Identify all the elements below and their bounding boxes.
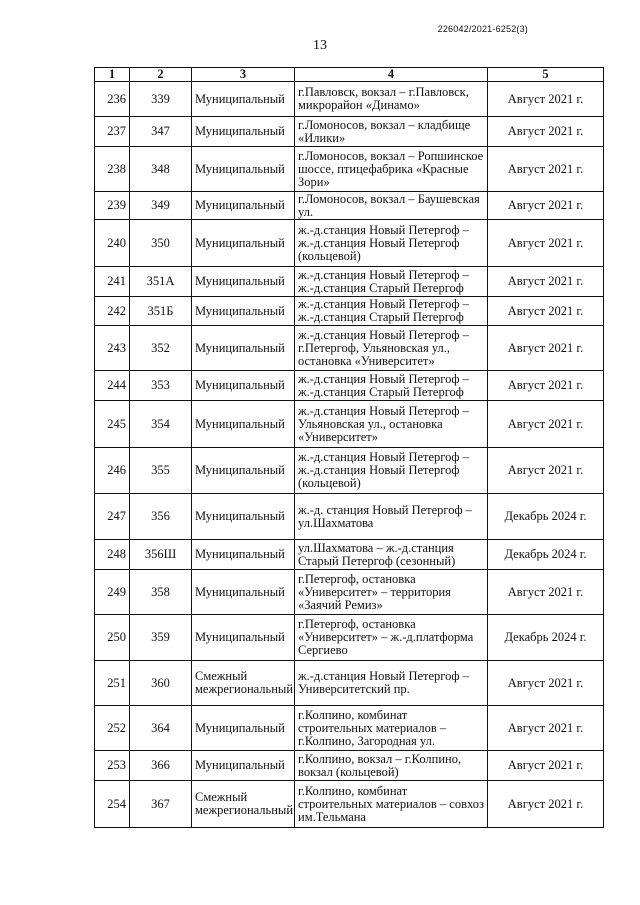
table-row [95, 615, 604, 661]
table-row [95, 570, 604, 615]
page-number: 13 [313, 38, 327, 53]
row-number-cell: 242 [95, 297, 130, 326]
table-row [95, 220, 604, 267]
row-number-cell: 239 [95, 192, 130, 220]
route-path-cell: ж.-д.станция Новый Петергоф – ж.-д.станция Старый Петергоф [295, 297, 488, 326]
route-type-cell: Муниципальный [192, 192, 295, 220]
route-number-cell: 356 [130, 494, 192, 540]
table-row [95, 326, 604, 371]
route-number-cell: 352 [130, 326, 192, 371]
column-header-3: 3 [192, 68, 295, 82]
table-row [95, 540, 604, 570]
route-type-cell: Муниципальный [192, 267, 295, 297]
route-type-cell: Муниципальный [192, 297, 295, 326]
table-row [95, 297, 604, 326]
row-number-cell: 237 [95, 117, 130, 147]
start-date-cell: Август 2021 г. [488, 297, 604, 326]
column-header-1: 1 [95, 68, 130, 82]
route-path-cell: г.Ломоносов, вокзал – Баушевская ул. [295, 192, 488, 220]
table-row [95, 117, 604, 147]
row-number-cell: 238 [95, 147, 130, 192]
route-path-cell: г.Петергоф, остановка «Университет» – ж.-д.платформа Сергиево [295, 615, 488, 661]
route-path-cell: г.Колпино, комбинат строительных материалов – г.Колпино, Загородная ул. [295, 706, 488, 751]
route-type-cell: Муниципальный [192, 751, 295, 781]
row-number-cell: 236 [95, 82, 130, 117]
start-date-cell: Август 2021 г. [488, 147, 604, 192]
route-type-cell: Муниципальный [192, 117, 295, 147]
start-date-cell: Август 2021 г. [488, 751, 604, 781]
route-number-cell: 349 [130, 192, 192, 220]
route-number-cell: 347 [130, 117, 192, 147]
route-type-cell: Муниципальный [192, 494, 295, 540]
start-date-cell: Август 2021 г. [488, 401, 604, 448]
table-row [95, 751, 604, 781]
route-type-cell: Муниципальный [192, 326, 295, 371]
row-number-cell: 249 [95, 570, 130, 615]
start-date-cell: Август 2021 г. [488, 82, 604, 117]
route-type-cell: Муниципальный [192, 371, 295, 401]
table-row [95, 448, 604, 494]
table-row [95, 267, 604, 297]
start-date-cell: Август 2021 г. [488, 117, 604, 147]
route-number-cell: 358 [130, 570, 192, 615]
start-date-cell: Август 2021 г. [488, 570, 604, 615]
table-row [95, 661, 604, 706]
route-number-cell: 355 [130, 448, 192, 494]
row-number-cell: 250 [95, 615, 130, 661]
row-number-cell: 252 [95, 706, 130, 751]
start-date-cell: Август 2021 г. [488, 448, 604, 494]
start-date-cell: Декабрь 2024 г. [488, 494, 604, 540]
row-number-cell: 244 [95, 371, 130, 401]
route-number-cell: 351А [130, 267, 192, 297]
route-type-cell: Муниципальный [192, 540, 295, 570]
route-type-cell: Муниципальный [192, 220, 295, 267]
start-date-cell: Август 2021 г. [488, 706, 604, 751]
route-type-cell: Муниципальный [192, 82, 295, 117]
route-type-cell: Смежный межрегиональный [192, 781, 295, 828]
table-row [95, 706, 604, 751]
column-header-2: 2 [130, 68, 192, 82]
row-number-cell: 245 [95, 401, 130, 448]
table-row [95, 371, 604, 401]
route-path-cell: ж.-д.станция Новый Петергоф – Университетский пр. [295, 661, 488, 706]
table-row [95, 401, 604, 448]
route-path-cell: ж.-д. станция Новый Петергоф – ул.Шахматова [295, 494, 488, 540]
route-number-cell: 356Ш [130, 540, 192, 570]
table-body [95, 82, 604, 828]
row-number-cell: 254 [95, 781, 130, 828]
table-header-row [95, 68, 604, 82]
route-path-cell: г.Петергоф, остановка «Университет» – территория «Заячий Ремиз» [295, 570, 488, 615]
table-row [95, 192, 604, 220]
row-number-cell: 253 [95, 751, 130, 781]
start-date-cell: Август 2021 г. [488, 192, 604, 220]
route-number-cell: 360 [130, 661, 192, 706]
route-number-cell: 364 [130, 706, 192, 751]
start-date-cell: Август 2021 г. [488, 371, 604, 401]
route-path-cell: г.Колпино, комбинат строительных материалов – совхоз им.Тельмана [295, 781, 488, 828]
route-number-cell: 366 [130, 751, 192, 781]
start-date-cell: Август 2021 г. [488, 781, 604, 828]
route-number-cell: 367 [130, 781, 192, 828]
row-number-cell: 240 [95, 220, 130, 267]
route-type-cell: Муниципальный [192, 147, 295, 192]
row-number-cell: 243 [95, 326, 130, 371]
route-path-cell: г.Ломоносов, вокзал – кладбище «Илики» [295, 117, 488, 147]
start-date-cell: Август 2021 г. [488, 220, 604, 267]
route-path-cell: г.Ломоносов, вокзал – Ропшинское шоссе, птицефабрика «Красные Зори» [295, 147, 488, 192]
route-type-cell: Муниципальный [192, 706, 295, 751]
row-number-cell: 246 [95, 448, 130, 494]
document-id: 226042/2021-6252(3) [437, 24, 528, 34]
row-number-cell: 247 [95, 494, 130, 540]
route-number-cell: 351Б [130, 297, 192, 326]
route-path-cell: ул.Шахматова – ж.-д.станция Старый Петергоф (сезонный) [295, 540, 488, 570]
row-number-cell: 248 [95, 540, 130, 570]
route-number-cell: 359 [130, 615, 192, 661]
column-header-5: 5 [488, 68, 604, 82]
route-path-cell: ж.-д.станция Новый Петергоф – Ульяновская ул., остановка «Университет» [295, 401, 488, 448]
route-type-cell: Муниципальный [192, 570, 295, 615]
route-path-cell: ж.-д.станция Новый Петергоф – ж.-д.станция Новый Петергоф (кольцевой) [295, 448, 488, 494]
route-type-cell: Смежный межрегиональный [192, 661, 295, 706]
route-path-cell: ж.-д.станция Новый Петергоф – ж.-д.станция Старый Петергоф [295, 371, 488, 401]
route-type-cell: Муниципальный [192, 448, 295, 494]
table-row [95, 781, 604, 828]
route-number-cell: 354 [130, 401, 192, 448]
start-date-cell: Август 2021 г. [488, 661, 604, 706]
table-row [95, 147, 604, 192]
route-path-cell: г.Колпино, вокзал – г.Колпино, вокзал (кольцевой) [295, 751, 488, 781]
start-date-cell: Август 2021 г. [488, 267, 604, 297]
route-path-cell: ж.-д.станция Новый Петергоф – ж.-д.станция Старый Петергоф [295, 267, 488, 297]
route-path-cell: г.Павловск, вокзал – г.Павловск, микрорайон «Динамо» [295, 82, 488, 117]
start-date-cell: Август 2021 г. [488, 326, 604, 371]
route-number-cell: 348 [130, 147, 192, 192]
column-header-4: 4 [295, 68, 488, 82]
row-number-cell: 241 [95, 267, 130, 297]
table-row [95, 494, 604, 540]
table-row [95, 82, 604, 117]
route-path-cell: ж.-д.станция Новый Петергоф – ж.-д.станция Новый Петергоф (кольцевой) [295, 220, 488, 267]
start-date-cell: Декабрь 2024 г. [488, 615, 604, 661]
route-type-cell: Муниципальный [192, 615, 295, 661]
row-number-cell: 251 [95, 661, 130, 706]
route-path-cell: ж.-д.станция Новый Петергоф – г.Петергоф, Ульяновская ул., остановка «Университет» [295, 326, 488, 371]
route-number-cell: 353 [130, 371, 192, 401]
routes-table [94, 67, 604, 828]
route-number-cell: 350 [130, 220, 192, 267]
route-number-cell: 339 [130, 82, 192, 117]
route-type-cell: Муниципальный [192, 401, 295, 448]
start-date-cell: Декабрь 2024 г. [488, 540, 604, 570]
